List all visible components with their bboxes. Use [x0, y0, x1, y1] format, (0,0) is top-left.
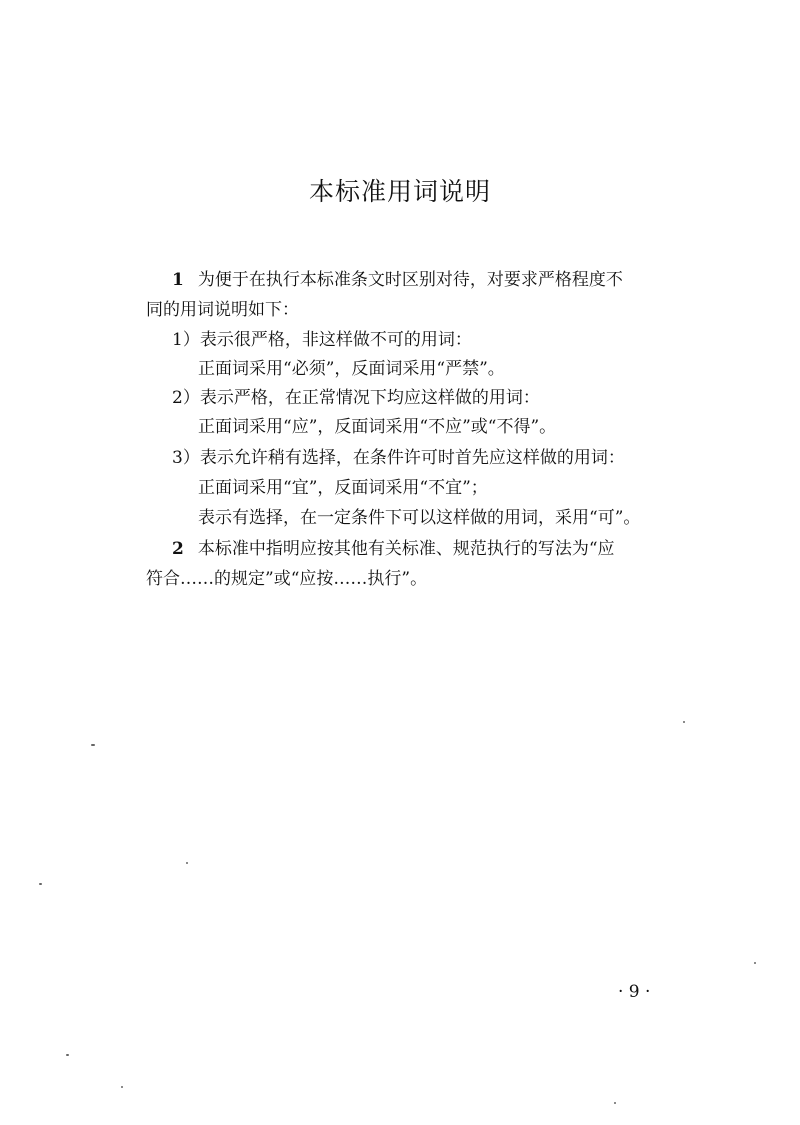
- sub-3-detail-2: 表示有选择，在一定条件下可以这样做的用词，采用“可”。: [198, 508, 641, 528]
- sub-2-detail: 正面词采用“应”，反面词采用“不应”或“不得”。: [198, 417, 557, 437]
- scan-speck: [121, 1086, 123, 1088]
- item-2-text: 本标准中指明应按其他有关标准、规范执行的写法为“应: [197, 539, 615, 559]
- item-1-text: 为便于在执行本标准条文时区别对待，对要求严格程度不: [197, 270, 623, 290]
- scan-speck: [91, 744, 95, 746]
- sub-3-head: 3）表示允许稍有选择，在条件许可时首先应这样做的用词：: [172, 448, 625, 468]
- item-1-line-1: [172, 268, 623, 292]
- scan-speck: [614, 1102, 616, 1104]
- item-2-line-2: 符合……的规定”或“应按……执行”。: [146, 569, 428, 589]
- sub-2-head: 2）表示严格，在正常情况下均应这样做的用词：: [172, 388, 540, 408]
- page-number: · 9 ·: [618, 982, 651, 1002]
- sub-1-head: 1）表示很严格，非这样做不可的用词：: [172, 330, 472, 350]
- scan-speck: [186, 862, 188, 864]
- scan-speck: [66, 1054, 69, 1056]
- sub-3-detail-1: 正面词采用“宜”，反面词采用“不宜”；: [198, 478, 488, 498]
- item-2-number: 2: [172, 539, 184, 559]
- item-1-line-2: 同的用词说明如下：: [146, 300, 299, 320]
- scan-speck: [754, 962, 756, 964]
- sub-1-detail: 正面词采用“必须”，反面词采用“严禁”。: [198, 359, 505, 379]
- item-2-line-1: [172, 537, 615, 561]
- scan-speck: [39, 883, 42, 885]
- scan-speck: [683, 721, 685, 723]
- page-title: 本标准用词说明: [308, 177, 491, 206]
- item-1-number: 1: [172, 270, 184, 290]
